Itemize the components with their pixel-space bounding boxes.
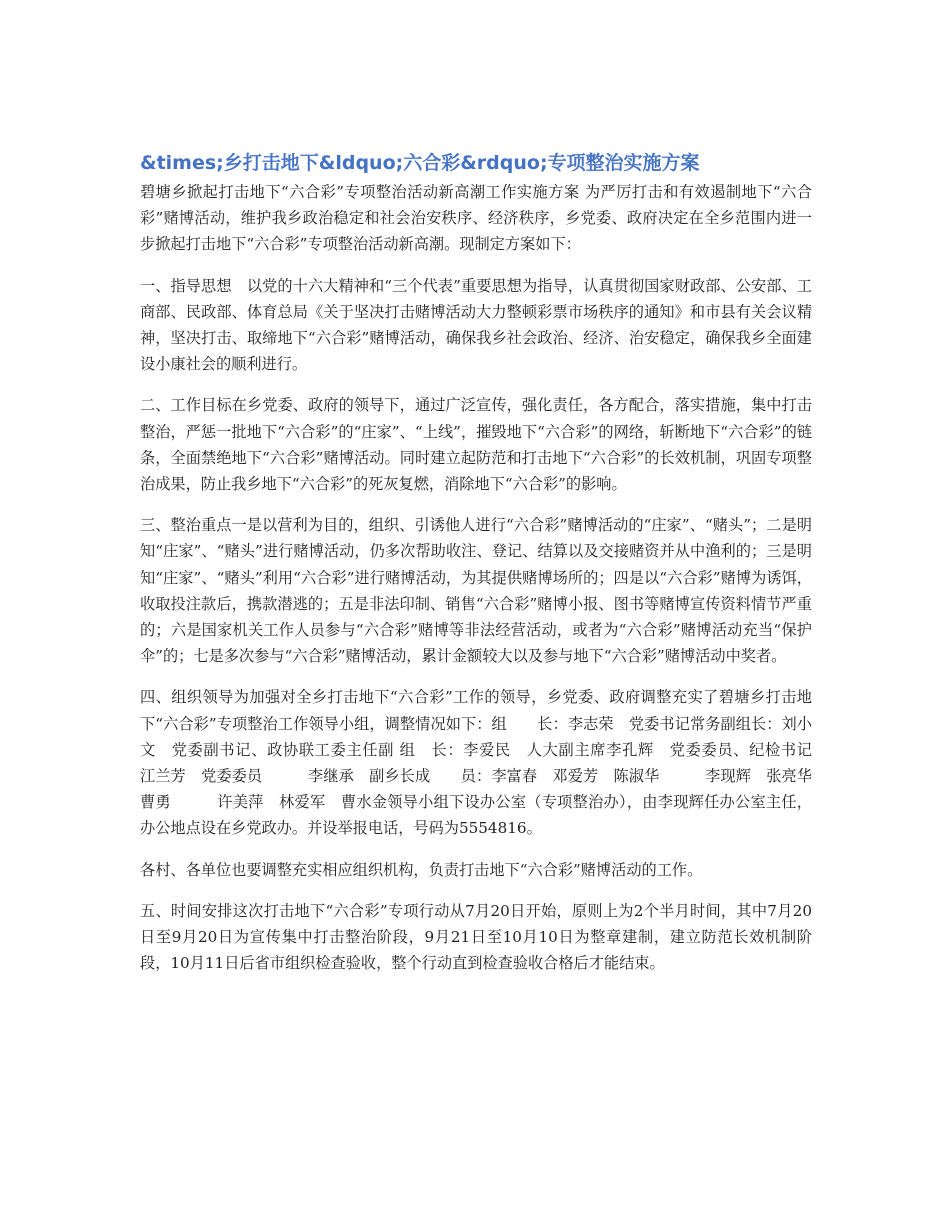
section-work-goals: 二、工作目标在乡党委、政府的领导下，通过广泛宣传，强化责任，各方配合，落实措施，集中打击整治，严惩一批地下“六合彩”的“庄家”、“上线”，摧毁地下“六合彩”的网络，斩断地下“六合彩”的链条，全面禁绝地下“六合彩”赌博活动。同时建立起防范和打击地下“六合彩”的长效机制，巩固专项整治成果，防止我乡地下“六合彩”的死灰复燃，消除地下“六合彩”的影响。 [140, 396, 812, 494]
section-guiding-ideology: 一、指导思想 以党的十六大精神和“三个代表”重要思想为指导，认真贯彻国家财政部、公安部、工商部、民政部、体育总局《关于坚决打击赌博活动大力整顿彩票市场秩序的通知》和市县有关会议精神，坚决打击、取缔地下“六合彩”赌博活动，确保我乡社会政治、经济、治安稳定，确保我乡全面建设小康社会的顺利进行。 [140, 276, 812, 374]
document-page [140, 150, 858, 991]
intro-paragraph: 碧塘乡掀起打击地下“六合彩”专项整治活动新高潮工作实施方案 为严厉打击和有效遏制地下“六合彩”赌博活动，维护我乡政治稳定和社会治安秩序、经济秩序，乡党委、政府决定在全乡范围内进一步掀起打击地下“六合彩”专项整治活动新高潮。现制定方案如下： [140, 183, 812, 254]
section-organization: 四、组织领导为加强对全乡打击地下“六合彩”工作的领导，乡党委、政府调整充实了碧塘乡打击地下“六合彩”专项整治工作领导小组，调整情况如下：组 长：李志荣 党委书记常务副组长：刘小文 党委副书记、政协联工委主任副 组 长：李爱民 人大副主席李孔辉 党委委员、纪检书记 江兰芳 党委委员 李继承 副乡长成 员：李富春 邓爱芳 陈淑华 李现辉 张亮华 曹勇 许美萍 林爱军 曹水金领导小组下设办公室（专项整治办），由李现辉任办公室主任，办公地点设在乡党政办。并设举报电话，号码为5554816。 [140, 688, 858, 838]
document-title: &times;乡打击地下&ldquo;六合彩&rdquo;专项整治实施方案 [140, 152, 700, 174]
section-key-targets: 三、整治重点一是以营利为目的，组织、引诱他人进行“六合彩”赌博活动的“庄家”、“赌头”；二是明知“庄家”、“赌头”进行赌博活动，仍多次帮助收注、登记、结算以及交接赌资并从中渔利的；三是明知“庄家”、“赌头”利用“六合彩”进行赌博活动，为其提供赌博场所的；四是以“六合彩”赌博为诱饵，收取投注款后，携款潜逃的；五是非法印制、销售“六合彩”赌博小报、图书等赌博宣传资料情节严重的；六是国家机关工作人员参与“六合彩”赌博等非法经营活动，或者为“六合彩”赌博活动充当“保护伞”的；七是多次参与“六合彩”赌博活动，累计金额较大以及参与地下“六合彩”赌博活动中奖者。 [140, 516, 812, 666]
section-schedule: 五、时间安排这次打击地下“六合彩”专项行动从7月20日开始，原则上为2个半月时间，其中7月20日至9月20日为宣传集中打击整治阶段，9月21日至10月10日为整章建制，建立防范长效机制阶段，10月11日后省市组织检查验收，整个行动直到检查验收合格后才能结束。 [140, 901, 812, 973]
section-village-units: 各村、各单位也要调整充实相应组织机构，负责打击地下“六合彩”赌博活动的工作。 [140, 860, 703, 879]
